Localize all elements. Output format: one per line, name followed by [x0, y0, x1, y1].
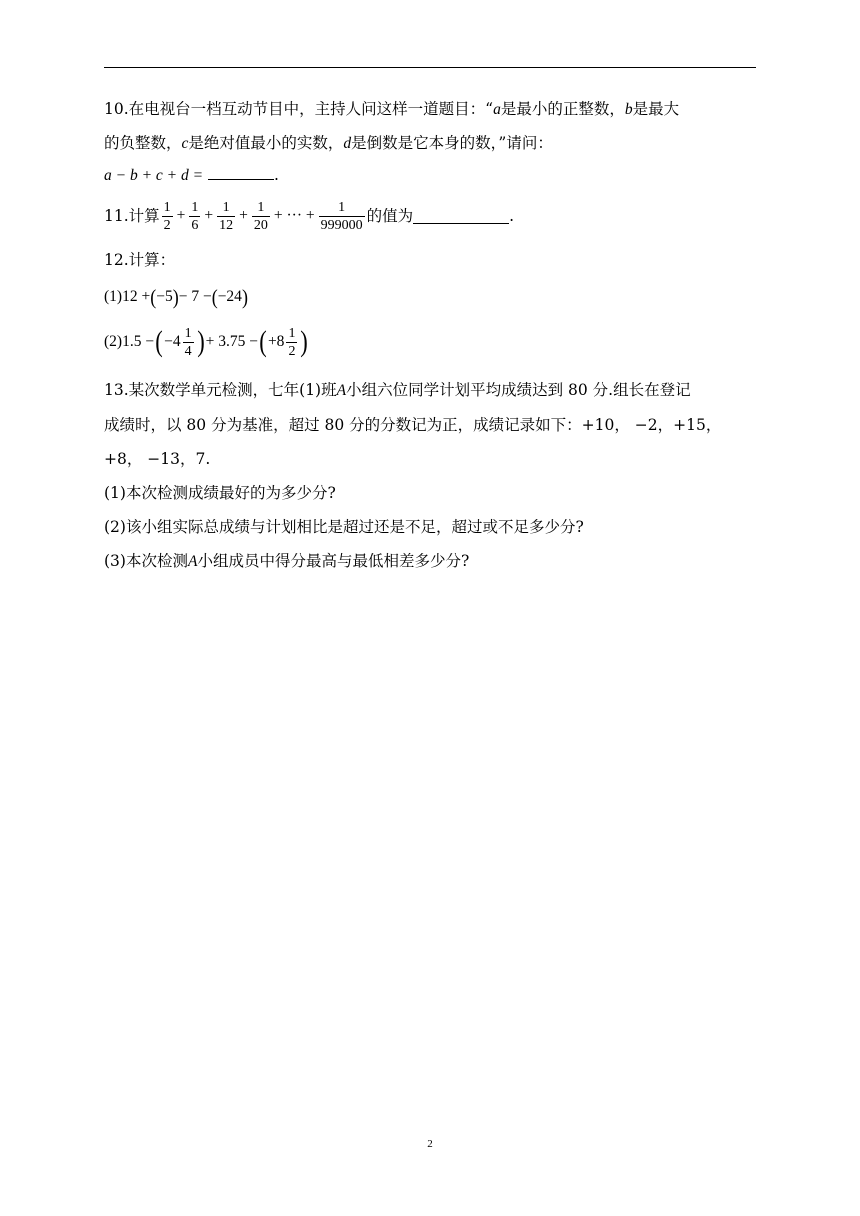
q10-text: 是绝对值最小的实数，: [188, 134, 344, 152]
header-rule: [104, 67, 756, 68]
question-12: [104, 249, 764, 365]
q10-text: 10.在电视台一档互动节目中，主持人问这样一道题目：“: [104, 100, 494, 118]
page-number: 2: [427, 1138, 433, 1150]
q11-suffix: 的值为: [366, 207, 414, 225]
q11-prefix: 11.计算: [104, 207, 160, 225]
q12-title: 12.计算：: [104, 251, 176, 269]
q13-text: +8， −13，7.: [104, 450, 211, 468]
q12-p1-text: (1)12 +: [104, 288, 151, 305]
var-A: A: [187, 553, 198, 570]
answer-blank[interactable]: [208, 165, 274, 180]
fraction: $\frac{1}{6}$: [191, 199, 199, 233]
q10-text: 的负整数，: [104, 134, 182, 152]
q12-p1-text: − 7 −: [178, 288, 212, 305]
fraction: $\frac{1}{20}$: [253, 199, 268, 233]
var-c: c: [181, 135, 189, 152]
answer-blank[interactable]: [413, 209, 509, 224]
q10-text: 是最大: [632, 100, 680, 118]
q12-part1: (1)12 + ( −5 ) − 7 − ( −24 ): [104, 285, 248, 309]
q10-text: 是倒数是它本身的数，”请问：: [351, 134, 553, 152]
mixed-number-whole: −4: [164, 333, 181, 350]
var-A: A: [336, 382, 347, 399]
question-13: [104, 379, 764, 573]
mixed-number-whole: +8: [267, 333, 285, 350]
fraction: $\frac{1}{4}$: [184, 325, 192, 359]
fraction-last: $\frac{1}{999000}$: [320, 199, 363, 233]
ellipsis: + ··· +: [273, 207, 315, 224]
q10-expression: a − b + c + d =: [104, 167, 204, 184]
q12-p2-text: (2)1.5 −: [104, 333, 155, 350]
var-b: b: [624, 101, 633, 118]
q13-sub1: (1)本次检测成绩最好的为多少分?: [104, 484, 336, 502]
q11-end: .: [509, 207, 515, 225]
q12-p1-value: −24: [217, 288, 242, 305]
q13-text: 小组六位同学计划平均成绩达到 80 分.组长在登记: [346, 381, 691, 399]
var-a: a: [493, 101, 501, 118]
q13-sub3: 小组成员中得分最高与最低相差多少分?: [197, 552, 470, 570]
q13-text: 13.某次数学单元检测，七年(1)班: [104, 381, 337, 399]
q10-text: 是最小的正整数，: [500, 100, 625, 118]
fraction: $\frac{1}{12}$: [219, 199, 234, 233]
q13-sub2: (2)该小组实际总成绩与计划相比是超过还是不足，超过或不足多少分?: [104, 518, 584, 536]
question-10: [104, 98, 764, 187]
question-11: 11.计算 $\frac{1}{2}$ + $\frac{1}{6}$ + $\frac{1}{12}$ + $\frac{1}{20}$ + ··· + $\frac{1}{999000}$ 的值为 .: [104, 199, 515, 233]
q12-part2: (2)1.5 − ( −4 $\frac{1}{4}$ ) + 3.75 − ( +8 $\frac{1}{2}$ ): [104, 325, 309, 359]
var-d: d: [343, 135, 352, 152]
q13-sub3: (3)本次检测: [104, 552, 188, 570]
q13-text: 成绩时，以 80 分为基准，超过 80 分的分数记为正，成绩记录如下：+10， −2，+15，: [104, 416, 722, 434]
q10-end: .: [274, 166, 279, 184]
fraction: $\frac{1}{2}$: [288, 325, 296, 359]
document-body: [104, 98, 764, 573]
q12-p2-text: + 3.75 −: [205, 333, 258, 350]
q12-p1-value: −5: [156, 288, 173, 305]
fraction: $\frac{1}{2}$: [163, 199, 171, 233]
